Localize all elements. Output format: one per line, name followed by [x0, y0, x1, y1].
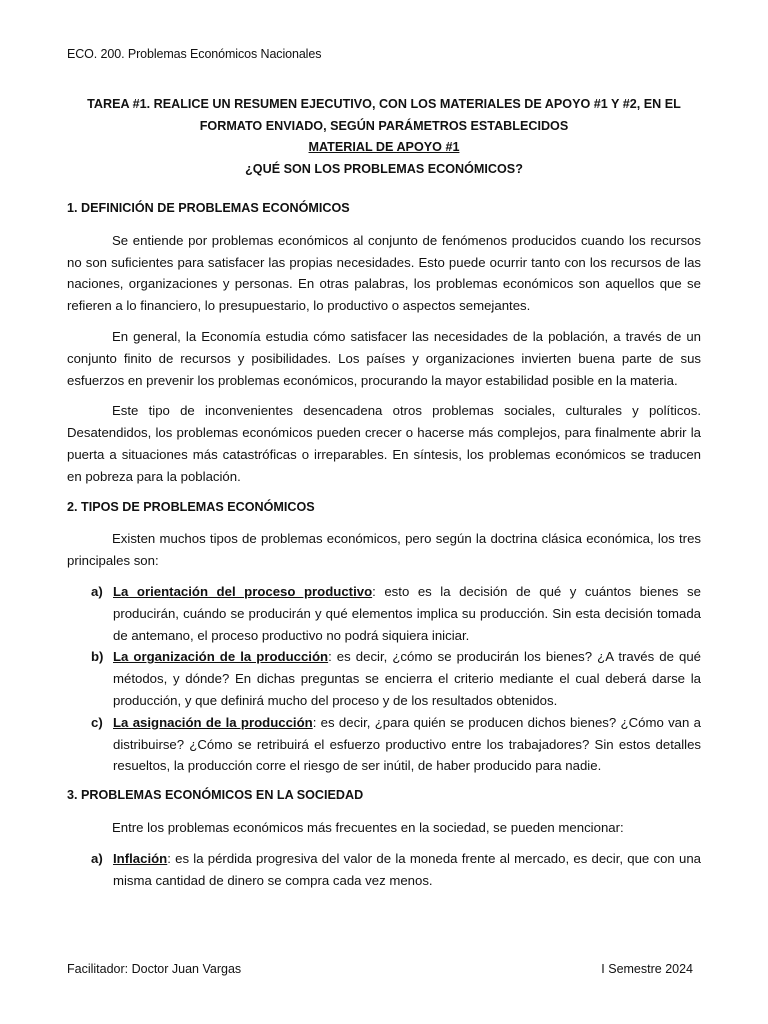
- list-item-term: Inflación: [113, 850, 168, 866]
- list-item: [67, 646, 701, 711]
- list-item-label: a): [91, 583, 103, 599]
- list-item-term: La organización de la producción: [113, 649, 329, 665]
- document-body: [67, 198, 701, 899]
- section-3-heading: 3. PROBLEMAS ECONÓMICOS EN LA SOCIEDAD: [67, 788, 364, 803]
- section-1-heading: 1. DEFINICIÓN DE PROBLEMAS ECONÓMICOS: [67, 201, 350, 215]
- section-3-intro: Entre los problemas económicos más frecuentes en la sociedad, se pueden mencionar:: [112, 819, 624, 835]
- question-title: ¿QUÉ SON LOS PROBLEMAS ECONÓMICOS?: [245, 161, 523, 176]
- section-3-list: [67, 848, 701, 892]
- list-item: [67, 581, 701, 646]
- list-item-term: La orientación del proceso productivo: [113, 583, 373, 599]
- list-item-term: La asignación de la producción: [113, 714, 313, 730]
- list-item-text: : es decir, ¿para quién se producen dichos bienes? ¿Cómo van a distribuirse? ¿Cómo se retribuirá el esfuerzo productivo entre los trabajadores? Sin estos detalles resueltos, la producción corre el riesgo de ser inútil, de haber producido para nadie.: [113, 714, 701, 774]
- section-2-heading: 2. TIPOS DE PROBLEMAS ECONÓMICOS: [67, 499, 315, 514]
- list-item-label: b): [91, 649, 104, 665]
- footer-facilitator: Facilitador: Doctor Juan Vargas: [67, 962, 242, 976]
- list-item-text: : es la pérdida progresiva del valor de la moneda frente al mercado, es decir, que con una misma cantidad de dinero se compra cada vez menos.: [113, 850, 701, 888]
- list-item-text: : esto es la decisión de qué y cuántos bienes se producirán, cuándo se producirán y qué elementos implica su producción. Sin esta decisión tomada de antemano, el proceso productivo no podrá siquiera iniciar.: [113, 583, 701, 643]
- list-item-text: : es decir, ¿cómo se producirán los bienes? ¿A través de qué métodos, y dónde? En dichas preguntas se encierra el criterio mediante el cual deberá darse la producción, y que definirá mucho del proceso y de los resultados obtenidos.: [113, 649, 701, 708]
- list-item: [67, 848, 701, 892]
- section-2-intro: Existen muchos tipos de problemas económicos, pero según la doctrina clásica económica, los tres principales son:: [67, 531, 701, 569]
- section-1-paragraph-1: Se entiende por problemas económicos al conjunto de fenómenos producidos cuando los recursos no son suficientes para satisfacer las propias necesidades. Esto puede ocurrir tanto con los recursos de las naciones, organizaciones y personas. En otras palabras, los problemas económicos son aquellos que se refieren a lo financiero, lo presupuestario, lo productivo o aspectos semejantes.: [67, 232, 701, 314]
- section-1-paragraph-3: Este tipo de inconvenientes desencadena otros problemas sociales, culturales y políticos. Desatendidos, los problemas económicos pueden crecer o hacerse más complejos, para finalmente abrir la puerta a situaciones más catastróficas o irreparables. En síntesis, los problemas económicos se traducen en pobreza para la población.: [67, 403, 701, 484]
- material-title: MATERIAL DE APOYO #1: [308, 140, 460, 154]
- title-block: [60, 94, 708, 180]
- list-item-label: a): [91, 850, 103, 866]
- assignment-title: TAREA #1. REALICE UN RESUMEN EJECUTIVO, CON LOS MATERIALES DE APOYO #1 Y #2, EN EL FORMATO ENVIADO, SEGÚN PARÁMETROS ESTABLECIDOS: [87, 97, 681, 133]
- section-1-paragraph-2: En general, la Economía estudia cómo satisfacer las necesidades de la población, a través de un conjunto finito de recursos y posibilidades. Los países y organizaciones invierten buena parte de sus esfuerzos en prevenir los problemas económicos, procurando la mayor estabilidad posible en la materia.: [67, 328, 701, 388]
- section-2-list: [67, 581, 701, 777]
- footer-semester: I Semestre 2024: [601, 962, 693, 976]
- course-header: ECO. 200. Problemas Económicos Nacionales: [67, 47, 322, 61]
- list-item-label: c): [91, 714, 103, 730]
- list-item: [67, 712, 701, 777]
